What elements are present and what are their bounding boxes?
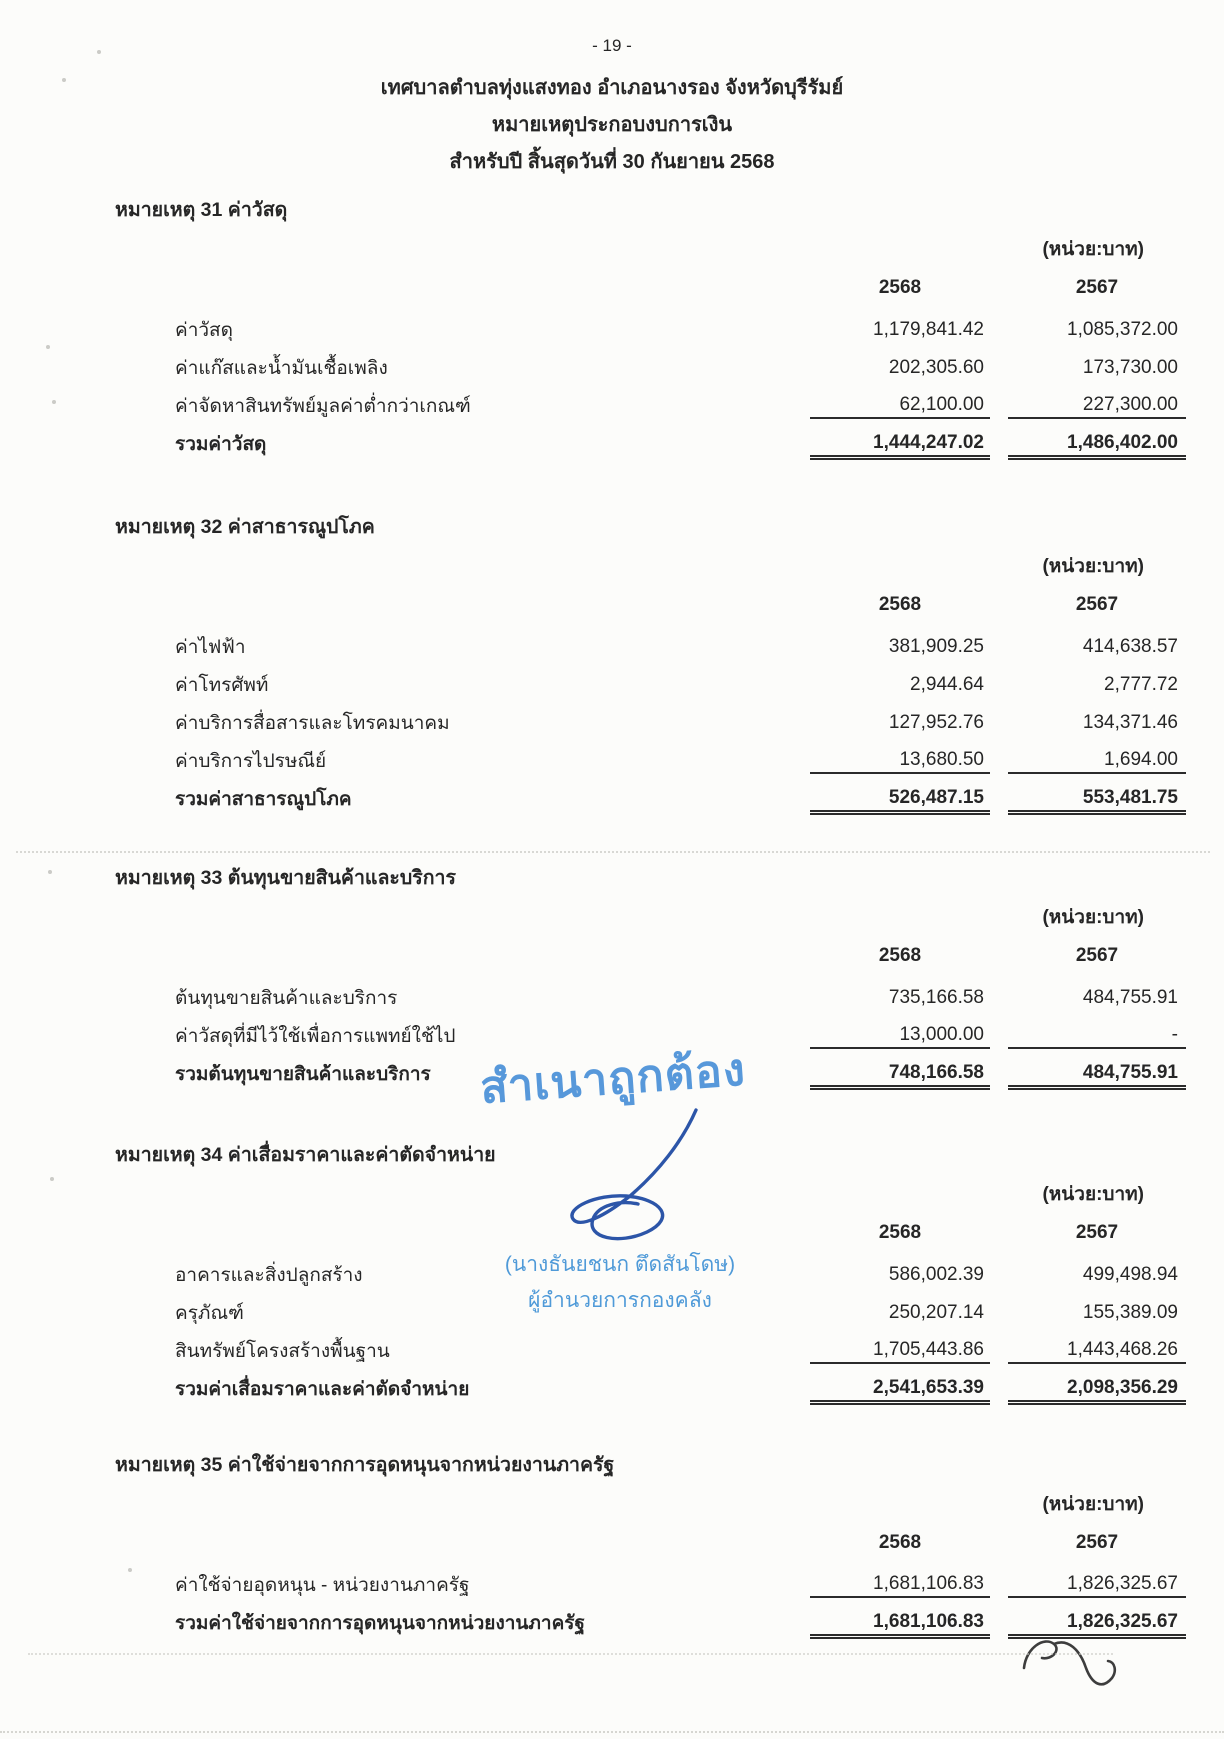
scan-artifact-line <box>0 1731 1224 1733</box>
table-row <box>175 666 1186 704</box>
year-header-row <box>0 943 1224 969</box>
row-label: ค่าจัดหาสินทรัพย์มูลค่าต่ำกว่าเกณฑ์ <box>175 396 471 417</box>
signer-name: (นางธันยชนก ตึดสันโดษ) <box>504 1253 736 1276</box>
year-header-row <box>0 275 1224 301</box>
scan-speck <box>128 1568 132 1572</box>
amount-2567: 484,755.91 <box>1008 1061 1186 1087</box>
amount-2567: 499,498.94 <box>1082 1264 1178 1285</box>
table-row <box>175 628 1186 666</box>
row-label: ค่าโทรศัพท์ <box>175 675 269 696</box>
amount-2568: 748,166.58 <box>810 1061 990 1087</box>
row-label: ค่าใช้จ่ายอุดหนุน - หน่วยงานภาครัฐ <box>175 1575 470 1596</box>
amount-2567: 1,486,402.00 <box>1008 431 1186 457</box>
scan-speck <box>97 50 101 54</box>
amount-2567: 2,777.72 <box>1104 674 1178 695</box>
scan-speck <box>50 1177 54 1181</box>
table-row <box>175 387 1186 425</box>
note-table <box>0 311 1224 463</box>
table-total-row <box>175 780 1186 818</box>
unit-label: (หน่วย:บาท) <box>1042 907 1144 928</box>
row-label: ค่าบริการไปรษณีย์ <box>175 751 327 772</box>
note-heading: หมายเหตุ 33 ต้นทุนขายสินค้าและบริการ <box>115 867 456 889</box>
table-row <box>175 1566 1186 1604</box>
row-label: ค่าไฟฟ้า <box>175 637 246 658</box>
row-label: รวมค่าสาธารณูปโภค <box>175 789 352 810</box>
year-column-2568: 2568 <box>878 1532 922 1553</box>
year-column-2567: 2567 <box>1075 277 1119 298</box>
table-row <box>175 979 1186 1017</box>
table-row <box>175 1332 1186 1370</box>
row-label: ค่าวัสดุ <box>175 320 233 341</box>
amount-2568: 13,000.00 <box>810 1023 990 1049</box>
handwritten-initial <box>1016 1630 1126 1702</box>
unit-label: (หน่วย:บาท) <box>1042 239 1144 260</box>
amount-2568: 1,179,841.42 <box>873 319 984 340</box>
note-32-section <box>0 514 1224 818</box>
signature-ink <box>548 1102 713 1247</box>
amount-2567: 2,098,356.29 <box>1008 1376 1186 1402</box>
table-total-row <box>175 1370 1186 1408</box>
amount-2567: 1,694.00 <box>1008 748 1186 774</box>
unit-label: (หน่วย:บาท) <box>1042 1494 1144 1515</box>
year-header-row <box>0 592 1224 618</box>
scan-artifact-line <box>16 851 1210 853</box>
note-table <box>0 628 1224 818</box>
amount-2568: 586,002.39 <box>888 1264 984 1285</box>
note-heading: หมายเหตุ 31 ค่าวัสดุ <box>115 199 288 221</box>
note-heading: หมายเหตุ 34 ค่าเสื่อมราคาและค่าตัดจำหน่าย <box>115 1144 496 1166</box>
row-label: อาคารและสิ่งปลูกสร้าง <box>175 1265 363 1286</box>
amount-2567: 155,389.09 <box>1082 1302 1178 1323</box>
amount-2568: 13,680.50 <box>810 748 990 774</box>
row-label: ค่าวัสดุที่มีไว้ใช้เพื่อการแพทย์ใช้ไป <box>175 1026 456 1047</box>
note-31-section <box>0 197 1224 463</box>
document-title: หมายเหตุประกอบงบการเงิน <box>491 114 733 136</box>
amount-2568: 735,166.58 <box>888 987 984 1008</box>
year-column-2568: 2568 <box>878 594 922 615</box>
amount-2567: 484,755.91 <box>1082 987 1178 1008</box>
amount-2567: 1,085,372.00 <box>1067 319 1178 340</box>
unit-label: (หน่วย:บาท) <box>1042 556 1144 577</box>
scan-speck <box>52 400 56 404</box>
year-header-row <box>0 1530 1224 1556</box>
row-label: ค่าบริการสื่อสารและโทรคมนาคม <box>175 713 450 734</box>
year-column-2568: 2568 <box>878 945 922 966</box>
amount-2567: 414,638.57 <box>1082 636 1178 657</box>
year-column-2568: 2568 <box>878 1222 922 1243</box>
amount-2568: 1,705,443.86 <box>810 1338 990 1364</box>
year-column-2567: 2567 <box>1075 1532 1119 1553</box>
amount-2568: 62,100.00 <box>810 393 990 419</box>
amount-2568: 526,487.15 <box>810 786 990 812</box>
certified-copy-stamp: สำเนาถูกต้อง <box>478 1043 748 1114</box>
year-column-2568: 2568 <box>878 277 922 298</box>
amount-2568: 202,305.60 <box>888 357 984 378</box>
amount-2568: 2,541,653.39 <box>810 1376 990 1402</box>
amount-2568: 127,952.76 <box>888 712 984 733</box>
scan-speck <box>48 870 52 874</box>
row-label: สินทรัพย์โครงสร้างพื้นฐาน <box>175 1341 390 1362</box>
row-label: รวมค่าวัสดุ <box>175 434 267 455</box>
amount-2568: 2,944.64 <box>910 674 984 695</box>
row-label: ค่าแก๊สและน้ำมันเชื้อเพลิง <box>175 358 388 379</box>
scan-speck <box>62 78 66 82</box>
page-number: - 19 - <box>592 36 632 55</box>
table-row <box>175 704 1186 742</box>
year-column-2567: 2567 <box>1075 1222 1119 1243</box>
row-label: ต้นทุนขายสินค้าและบริการ <box>175 988 398 1009</box>
table-row <box>175 311 1186 349</box>
scan-speck <box>46 345 50 349</box>
note-heading: หมายเหตุ 32 ค่าสาธารณูปโภค <box>115 516 375 538</box>
row-label: รวมค่าเสื่อมราคาและค่าตัดจำหน่าย <box>175 1379 470 1400</box>
amount-2567: 1,443,468.26 <box>1008 1338 1186 1364</box>
period-line: สำหรับปี สิ้นสุดวันที่ 30 กันยายน 2568 <box>449 151 775 173</box>
row-label: รวมต้นทุนขายสินค้าและบริการ <box>175 1064 431 1085</box>
note-heading: หมายเหตุ 35 ค่าใช้จ่ายจากการอุดหนุนจากหน่วยงานภาครัฐ <box>115 1454 615 1476</box>
amount-2567: 553,481.75 <box>1008 786 1186 812</box>
amount-2567: - <box>1008 1023 1186 1049</box>
amount-2568: 1,681,106.83 <box>810 1610 990 1636</box>
unit-label: (หน่วย:บาท) <box>1042 1184 1144 1205</box>
signer-title: ผู้อำนวยการกองคลัง <box>528 1289 712 1312</box>
table-row <box>175 742 1186 780</box>
amount-2567: 1,826,325.67 <box>1008 1572 1186 1598</box>
amount-2567: 173,730.00 <box>1082 357 1178 378</box>
year-column-2567: 2567 <box>1075 594 1119 615</box>
row-label: ครุภัณฑ์ <box>175 1303 244 1324</box>
amount-2568: 250,207.14 <box>888 1302 984 1323</box>
year-column-2567: 2567 <box>1075 945 1119 966</box>
amount-2568: 1,681,106.83 <box>810 1572 990 1598</box>
scan-artifact-line <box>28 1653 1113 1655</box>
table-row <box>175 349 1186 387</box>
row-label: รวมค่าใช้จ่ายจากการอุดหนุนจากหน่วยงานภาครัฐ <box>175 1613 585 1634</box>
note-35-section <box>0 1452 1224 1642</box>
amount-2567: 134,371.46 <box>1082 712 1178 733</box>
amount-2568: 381,909.25 <box>888 636 984 657</box>
entity-name: เทศบาลตำบลทุ่งแสงทอง อำเภอนางรอง จังหวัดบุรีรัมย์ <box>380 77 844 99</box>
amount-2567: 227,300.00 <box>1008 393 1186 419</box>
amount-2568: 1,444,247.02 <box>810 431 990 457</box>
table-total-row <box>175 425 1186 463</box>
document-header <box>0 70 1224 181</box>
amount-2567: 1,826,325.67 <box>1008 1610 1186 1636</box>
